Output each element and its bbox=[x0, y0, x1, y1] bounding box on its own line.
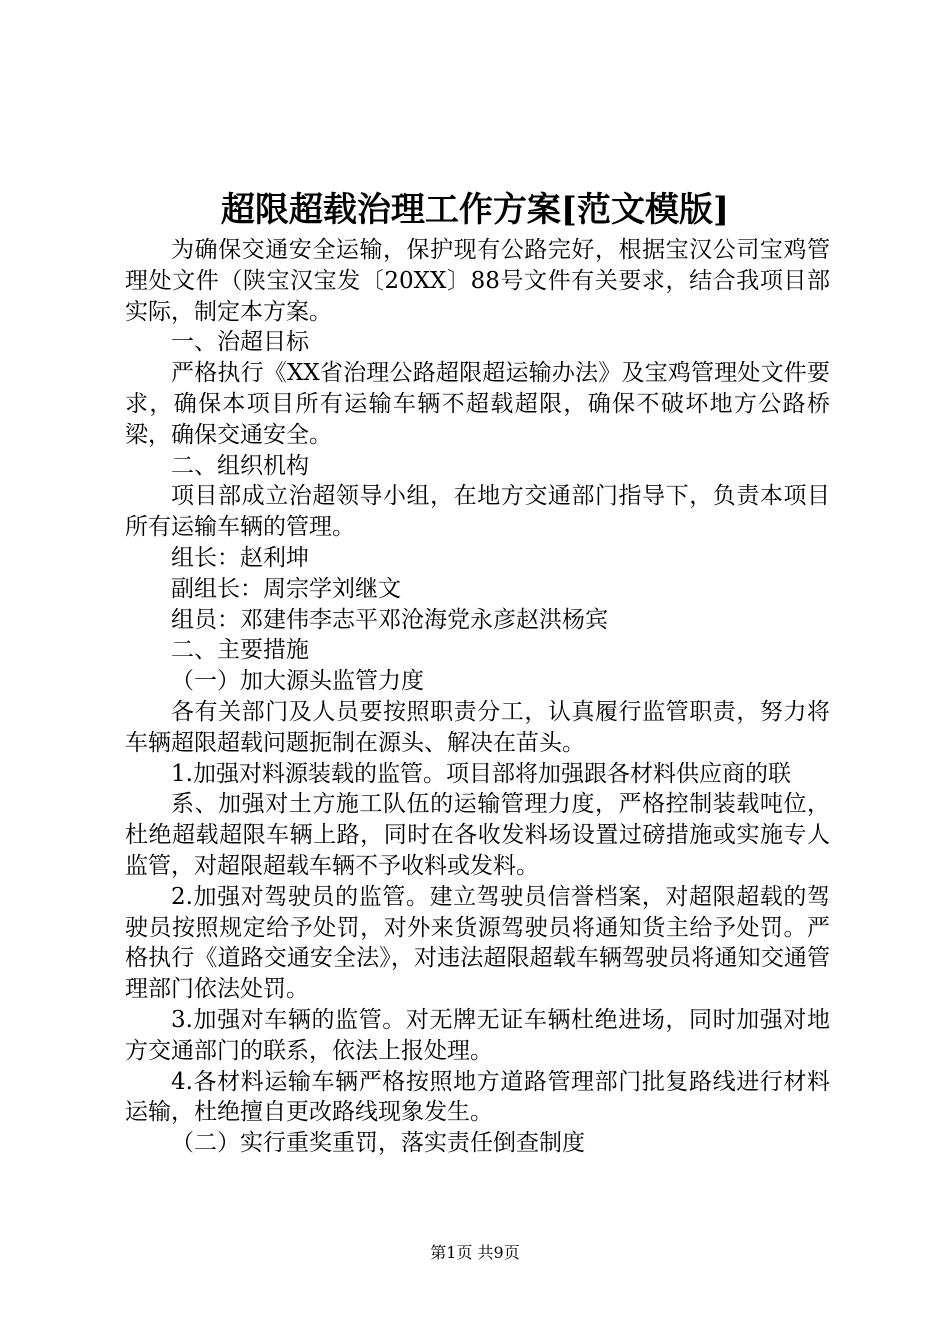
measure-4: 4.各材料运输车辆严格按照地方道路管理部门批复路线进行材料运输，杜绝擅自更改路线现象发生。 bbox=[125, 1068, 830, 1126]
team-members: 组员：邓建伟李志平邓沧海党永彦赵洪杨宾 bbox=[171, 606, 608, 633]
paragraph-goal: 严格执行《XX省治理公路超限超运输办法》及宝鸡管理处文件要求，确保本项目所有运输车辆不超载超限，确保不破坏地方公路桥梁，确保交通安全。 bbox=[125, 360, 830, 448]
paragraph-source: 各有关部门及人员要按照职责分工，认真履行监管职责，努力将车辆超限超载问题扼制在源头、解决在苗头。 bbox=[125, 698, 830, 756]
team-deputy: 副组长：周宗学刘继文 bbox=[171, 575, 401, 602]
document-title: 超限超载治理工作方案[范文模版] bbox=[220, 190, 730, 230]
measure-1-start: 1.加强对料源装载的监管。项目部将加强跟各材料供应商的联 bbox=[171, 760, 791, 787]
heading-measures: 二、主要措施 bbox=[171, 637, 309, 664]
document-body bbox=[125, 235, 830, 1159]
measure-3: 3.加强对车辆的监管。对无牌无证车辆杜绝进场，同时加强对地方交通部门的联系，依法上报处理。 bbox=[125, 1006, 830, 1064]
heading-goal: 一、治超目标 bbox=[171, 329, 309, 356]
heading-organization: 二、组织机构 bbox=[171, 452, 309, 479]
team-leader: 组长：赵利坤 bbox=[171, 544, 309, 571]
measure-2: 2.加强对驾驶员的监管。建立驾驶员信誉档案，对超限超载的驾驶员按照规定给予处罚，对外来货源驾驶员将通知货主给予处罚。严格执行《道路交通安全法》，对违法超限超载车辆驾驶员将通知交通管理部门依法处罚。 bbox=[125, 883, 830, 1003]
subheading-source: （一）加大源头监管力度 bbox=[171, 668, 424, 695]
paragraph-intro: 为确保交通安全运输，保护现有公路完好，根据宝汉公司宝鸡管理处文件（陕宝汉宝发〔20XX〕88号文件有关要求，结合我项目部实际，制定本方案。 bbox=[125, 237, 830, 325]
subheading-rewards: （二）实行重奖重罚，落实责任倒查制度 bbox=[171, 1130, 585, 1157]
measure-1-cont: 系、加强对土方施工队伍的运输管理力度，严格控制装载吨位，杜绝超载超限车辆上路，同时在各收发料场设置过磅措施或实施专人监管，对超限超载车辆不予收料或发料。 bbox=[125, 791, 830, 879]
paragraph-organization: 项目部成立治超领导小组，在地方交通部门指导下，负责本项目所有运输车辆的管理。 bbox=[125, 483, 830, 541]
page-footer: 第1页 共9页 bbox=[430, 1243, 520, 1262]
